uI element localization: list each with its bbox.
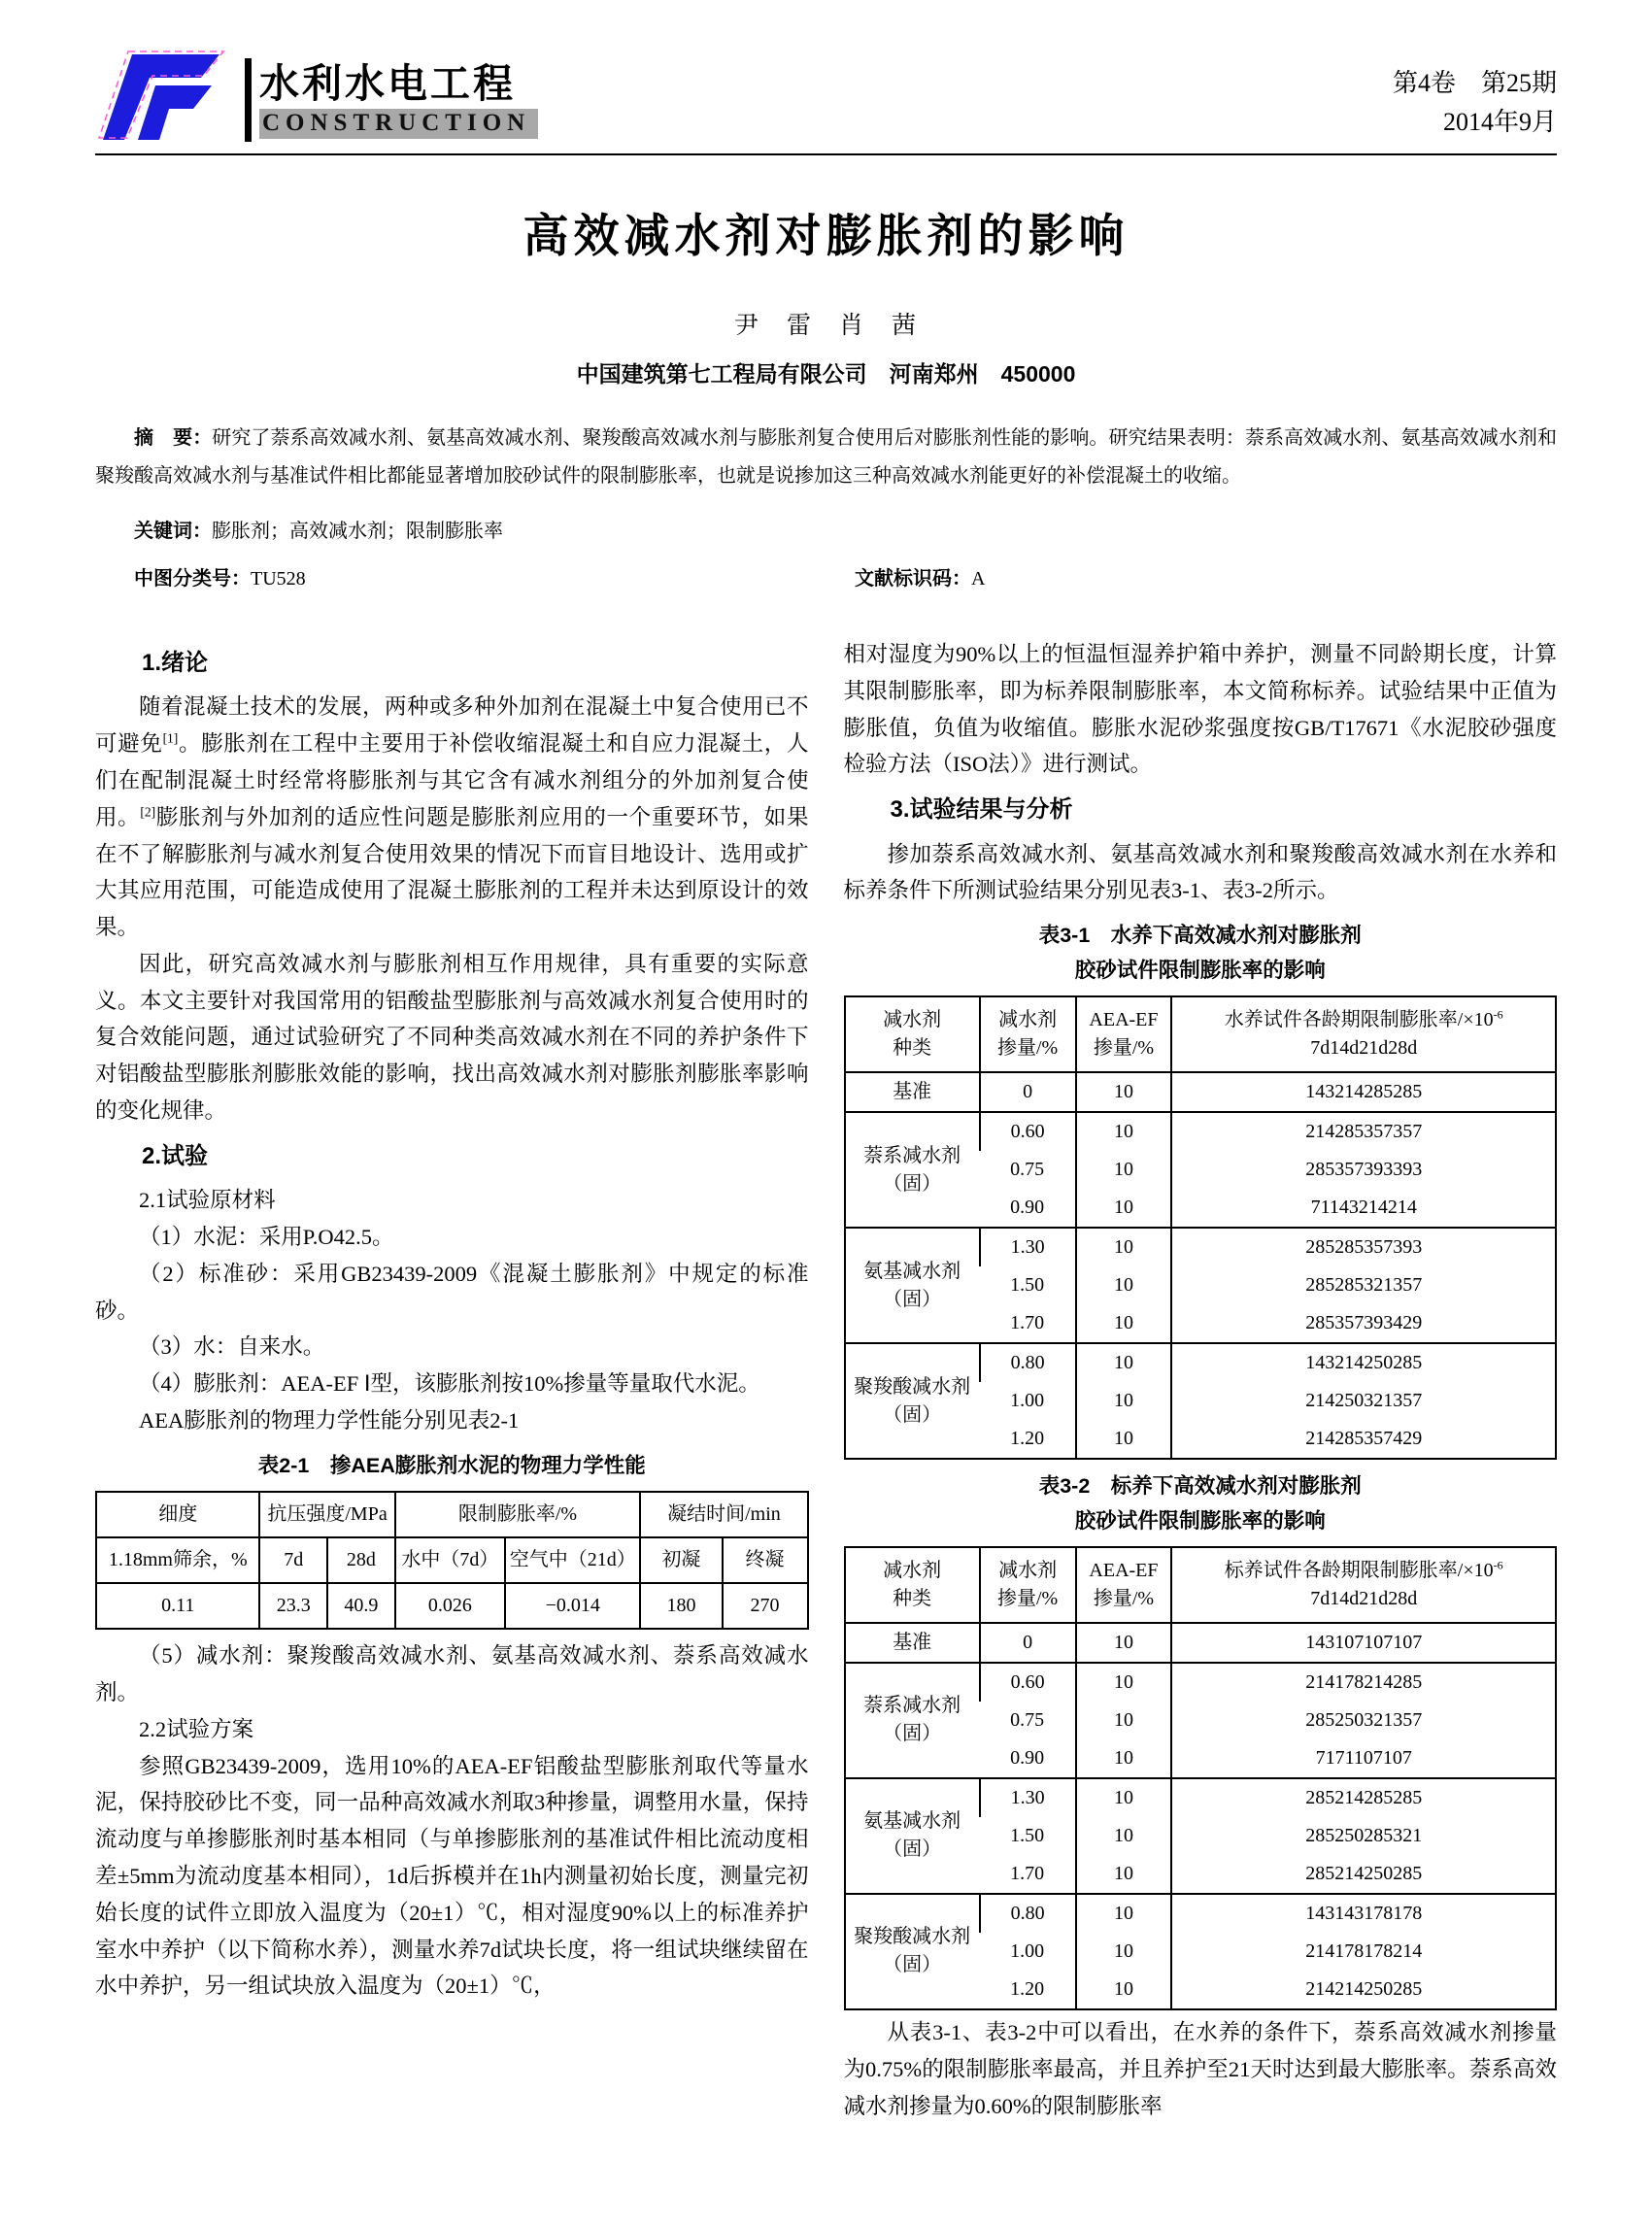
volume-issue: 第4卷 第25期 bbox=[1392, 69, 1557, 97]
table-row: 萘系减水剂 （固） 0.60 10 214178214285 bbox=[845, 1663, 1557, 1702]
body-columns bbox=[95, 636, 1557, 2124]
reducer-type-cell: 萘系减水剂 （固） bbox=[845, 1112, 980, 1228]
table-row-baseline: 基准 0 10 143107107107 bbox=[845, 1623, 1557, 1663]
abstract-text: 研究了萘系高效减水剂、氨基高效减水剂、聚羧酸高效减水剂与膨胀剂复合使用后对膨胀剂性能的影响。研究结果表明：萘系高效减水剂、氨基高效减水剂和聚羧酸高效减水剂与基准试件相比都能显著增加胶砂试件的限制膨胀率，也就是说掺加这三种高效减水剂能更好的补偿混凝土的收缩。 bbox=[95, 427, 1558, 487]
paragraph: 从表3-1、表3-2中可以看出，在水养的条件下，萘系高效减水剂掺量为0.75%的限制膨胀率最高，并且养护至21天时达到最大膨胀率。萘系高效减水剂掺量为0.60%的限制膨胀率 bbox=[843, 2019, 1557, 2118]
section-3-heading: 3.试验结果与分析 bbox=[890, 796, 1073, 824]
table-2-1-title: 表2-1 掺AEA膨胀剂水泥的物理力学性能 bbox=[257, 1453, 646, 1477]
paragraph: 参照GB23439-2009，选用10%的AEA-EF铝酸盐型膨胀剂取代等量水泥，保持胶砂比不变，同一品种高效减水剂取3种掺量，调整用水量，保持流动度与单掺膨胀剂时基本相同（与单掺膨胀剂的基准试件相比流动度相差±5mm为流动度基本相同），1d后拆模并在1h内测量初始长度，测量完初始长度的试件立即放入温度为（20±1）℃，相对湿度90%以上的标准养护室水中养护（以下简称水养），测量水养7d试块长度，将一组试块继续留在水中养护，另一组试块放入温度为（20±1）℃， bbox=[95, 1753, 809, 1999]
journal-brand bbox=[95, 49, 538, 146]
paragraph: 随着混凝土技术的发展，两种或多种外加剂在混凝土中复合使用已不可避免[1]。膨胀剂在工程中主要用于补偿收缩混凝土和自应力混凝土，人们在配制混凝土时经常将膨胀剂与其它含有减水剂组分的外加剂复合使用。[2]膨胀剂与外加剂的适应性问题是膨胀剂应用的一个重要环节，如果在不了解膨胀剂与减水剂复合使用效果的情况下而盲目地设计、选用或扩大其应用范围，可能造成使用了混凝土膨胀剂的工程并未达到原设计的效果。 bbox=[95, 694, 809, 940]
clc-number: 中图分类号：TU528 bbox=[134, 568, 306, 590]
reducer-type-cell: 萘系减水剂 （固） bbox=[845, 1663, 980, 1778]
table-3-1-header-row: 减水剂 种类 减水剂 掺量/% AEA-EF 掺量/% 水养试件各龄期限制膨胀率$/\times 10^{-6}$ 7d14d21d28d bbox=[845, 996, 1557, 1072]
table-2-1-header-row-2: 1.18mm筛余，% 7d 28d 水中（7d） 空气中（21d） 初凝 终凝 bbox=[96, 1537, 808, 1583]
table-3-2-header-row: 减水剂 种类 减水剂 掺量/% AEA-EF 掺量/% 标养试件各龄期限制膨胀率$/\times 10^{-6}$ 7d14d21d28d bbox=[845, 1547, 1557, 1623]
section-2-heading: 2.试验 bbox=[142, 1142, 209, 1169]
table-row: 1.00 10 214178178214 bbox=[845, 1933, 1557, 1971]
affiliation: 中国建筑第七工程局有限公司 河南郑州 450000 bbox=[576, 361, 1076, 387]
table-row: 0.90 10 7171107107 bbox=[845, 1739, 1557, 1778]
table-row: 0.75 10 285250321357 bbox=[845, 1702, 1557, 1739]
table-2-1-note: AEA膨胀剂的物理力学性能分别见表2-1 bbox=[139, 1407, 520, 1433]
material-item-2: （2）标准砂：采用GB23439-2009《混凝土膨胀剂》中规定的标准砂。 bbox=[95, 1261, 809, 1323]
masthead bbox=[95, 49, 1557, 146]
g-logo-icon bbox=[95, 49, 241, 146]
table-row: 氨基减水剂 （固） 1.30 10 285214285285 bbox=[845, 1778, 1557, 1817]
table-3-1 bbox=[844, 995, 1558, 1460]
table-3-1-title: 表3-1 水养下高效减水剂对膨胀剂 胶砂试件限制膨胀率的影响 bbox=[1038, 924, 1362, 982]
keywords-text: 膨胀剂；高效减水剂；限制膨胀率 bbox=[212, 521, 503, 542]
material-item-5: （5）减水剂：聚羧酸高效减水剂、氨基高效减水剂、萘系高效减水剂。 bbox=[95, 1643, 809, 1705]
table-row: 氨基减水剂 （固） 1.30 10 285285357393 bbox=[845, 1228, 1557, 1266]
table-row: 1.20 10 214214250285 bbox=[845, 1971, 1557, 2009]
material-item-3: （3）水：自来水。 bbox=[139, 1334, 325, 1360]
reducer-type-cell: 聚羧酸减水剂 （固） bbox=[845, 1343, 980, 1459]
paragraph: 掺加萘系高效减水剂、氨基高效减水剂和聚羧酸高效减水剂在水养和标养条件下所测试验结果分别见表3-1、表3-2所示。 bbox=[843, 841, 1557, 903]
table-row: 1.70 10 285214250285 bbox=[845, 1855, 1557, 1894]
section-1-heading: 1.绪论 bbox=[142, 650, 209, 676]
abstract-label: 摘 要： bbox=[134, 427, 213, 449]
subsection-2-2-heading: 2.2试验方案 bbox=[139, 1716, 254, 1741]
classification-line bbox=[95, 562, 1557, 593]
table-row: 0.90 10 71143214214 bbox=[845, 1189, 1557, 1228]
right-column bbox=[844, 636, 1558, 2124]
clc-label: 中图分类号： bbox=[134, 568, 251, 590]
table-row: 1.50 10 285250285321 bbox=[845, 1817, 1557, 1855]
journal-name: 水利水电工程 bbox=[259, 61, 516, 106]
paragraph: 因此，研究高效减水剂与膨胀剂相互作用规律，具有重要的实际意义。本文主要针对我国常用的铝酸盐型膨胀剂与高效减水剂复合使用时的复合效能问题，通过试验研究了不同种类高效减水剂在不同的养护条件下对铝酸盐型膨胀剂膨胀效能的影响，找出高效减水剂对膨胀剂膨胀率影响的变化规律。 bbox=[95, 951, 809, 1124]
abstract bbox=[95, 420, 1557, 495]
issue-date: 2014年9月 bbox=[1442, 108, 1557, 137]
page-title: 高效减水剂对膨胀剂的影响 bbox=[523, 210, 1129, 261]
ref-mark-1: [1] bbox=[162, 730, 179, 746]
brand-names bbox=[259, 61, 538, 139]
ref-mark-2: [2] bbox=[140, 804, 156, 820]
material-item-4: （4）膨胀剂：AEA-EF Ⅰ型，该膨胀剂按10%掺量等量取代水泥。 bbox=[139, 1371, 760, 1397]
keywords-label: 关键词： bbox=[134, 521, 212, 542]
authors: 尹 雷 肖 茜 bbox=[733, 313, 918, 339]
masthead-rule bbox=[95, 153, 1557, 155]
table-row: 1.70 10 285357393429 bbox=[845, 1304, 1557, 1343]
reducer-type-cell: 氨基减水剂 （固） bbox=[845, 1228, 980, 1343]
table-3-2 bbox=[844, 1546, 1558, 2010]
table-3-2-title: 表3-2 标养下高效减水剂对膨胀剂 胶砂试件限制膨胀率的影响 bbox=[1038, 1474, 1362, 1533]
table-row: 1.00 10 214250321357 bbox=[845, 1382, 1557, 1420]
table-row: 聚羧酸减水剂 （固） 0.80 10 143143178178 bbox=[845, 1894, 1557, 1933]
doc-code: 文献标识码：A bbox=[855, 568, 986, 590]
table-row: 1.20 10 214285357429 bbox=[845, 1420, 1557, 1459]
table-row: 萘系减水剂 （固） 0.60 10 214285357357 bbox=[845, 1112, 1557, 1151]
left-column bbox=[95, 636, 809, 2124]
table-row: 聚羧酸减水剂 （固） 0.80 10 143214250285 bbox=[845, 1343, 1557, 1382]
issue-info bbox=[1393, 64, 1557, 143]
table-2-1-header-row-1: 细度 抗压强度/MPa 限制膨胀率/% 凝结时间/min bbox=[96, 1492, 808, 1537]
doc-code-label: 文献标识码： bbox=[855, 568, 971, 590]
keywords bbox=[95, 515, 1557, 543]
subsection-2-1-heading: 2.1试验原材料 bbox=[139, 1188, 276, 1213]
reducer-type-cell: 氨基减水剂 （固） bbox=[845, 1778, 980, 1894]
paragraph-continued: 相对湿度为90%以上的恒温恒湿养护箱中养护，测量不同龄期长度，计算其限制膨胀率，即为标养限制膨胀率，本文简称标养。试验结果中正值为膨胀值，负值为收缩值。膨胀水泥砂浆强度按GB/T17671《水泥胶砂强度检验方法（ISO法）》进行测试。 bbox=[843, 642, 1557, 777]
brand-divider bbox=[245, 58, 252, 142]
table-row-baseline: 基准 0 10 143214285285 bbox=[845, 1072, 1557, 1112]
table-row: 1.50 10 285285321357 bbox=[845, 1266, 1557, 1304]
material-item-1: （1）水泥：采用P.O42.5。 bbox=[139, 1224, 394, 1249]
table-2-1 bbox=[95, 1491, 809, 1630]
journal-logo-icon bbox=[95, 49, 241, 146]
table-2-1-data-row: 0.11 23.3 40.9 0.026 −0.014 180 270 bbox=[96, 1583, 808, 1629]
reducer-type-cell: 聚羧酸减水剂 （固） bbox=[845, 1894, 980, 2009]
table-row: 0.75 10 285357393393 bbox=[845, 1151, 1557, 1189]
journal-name-en: CONSTRUCTION bbox=[259, 109, 538, 139]
